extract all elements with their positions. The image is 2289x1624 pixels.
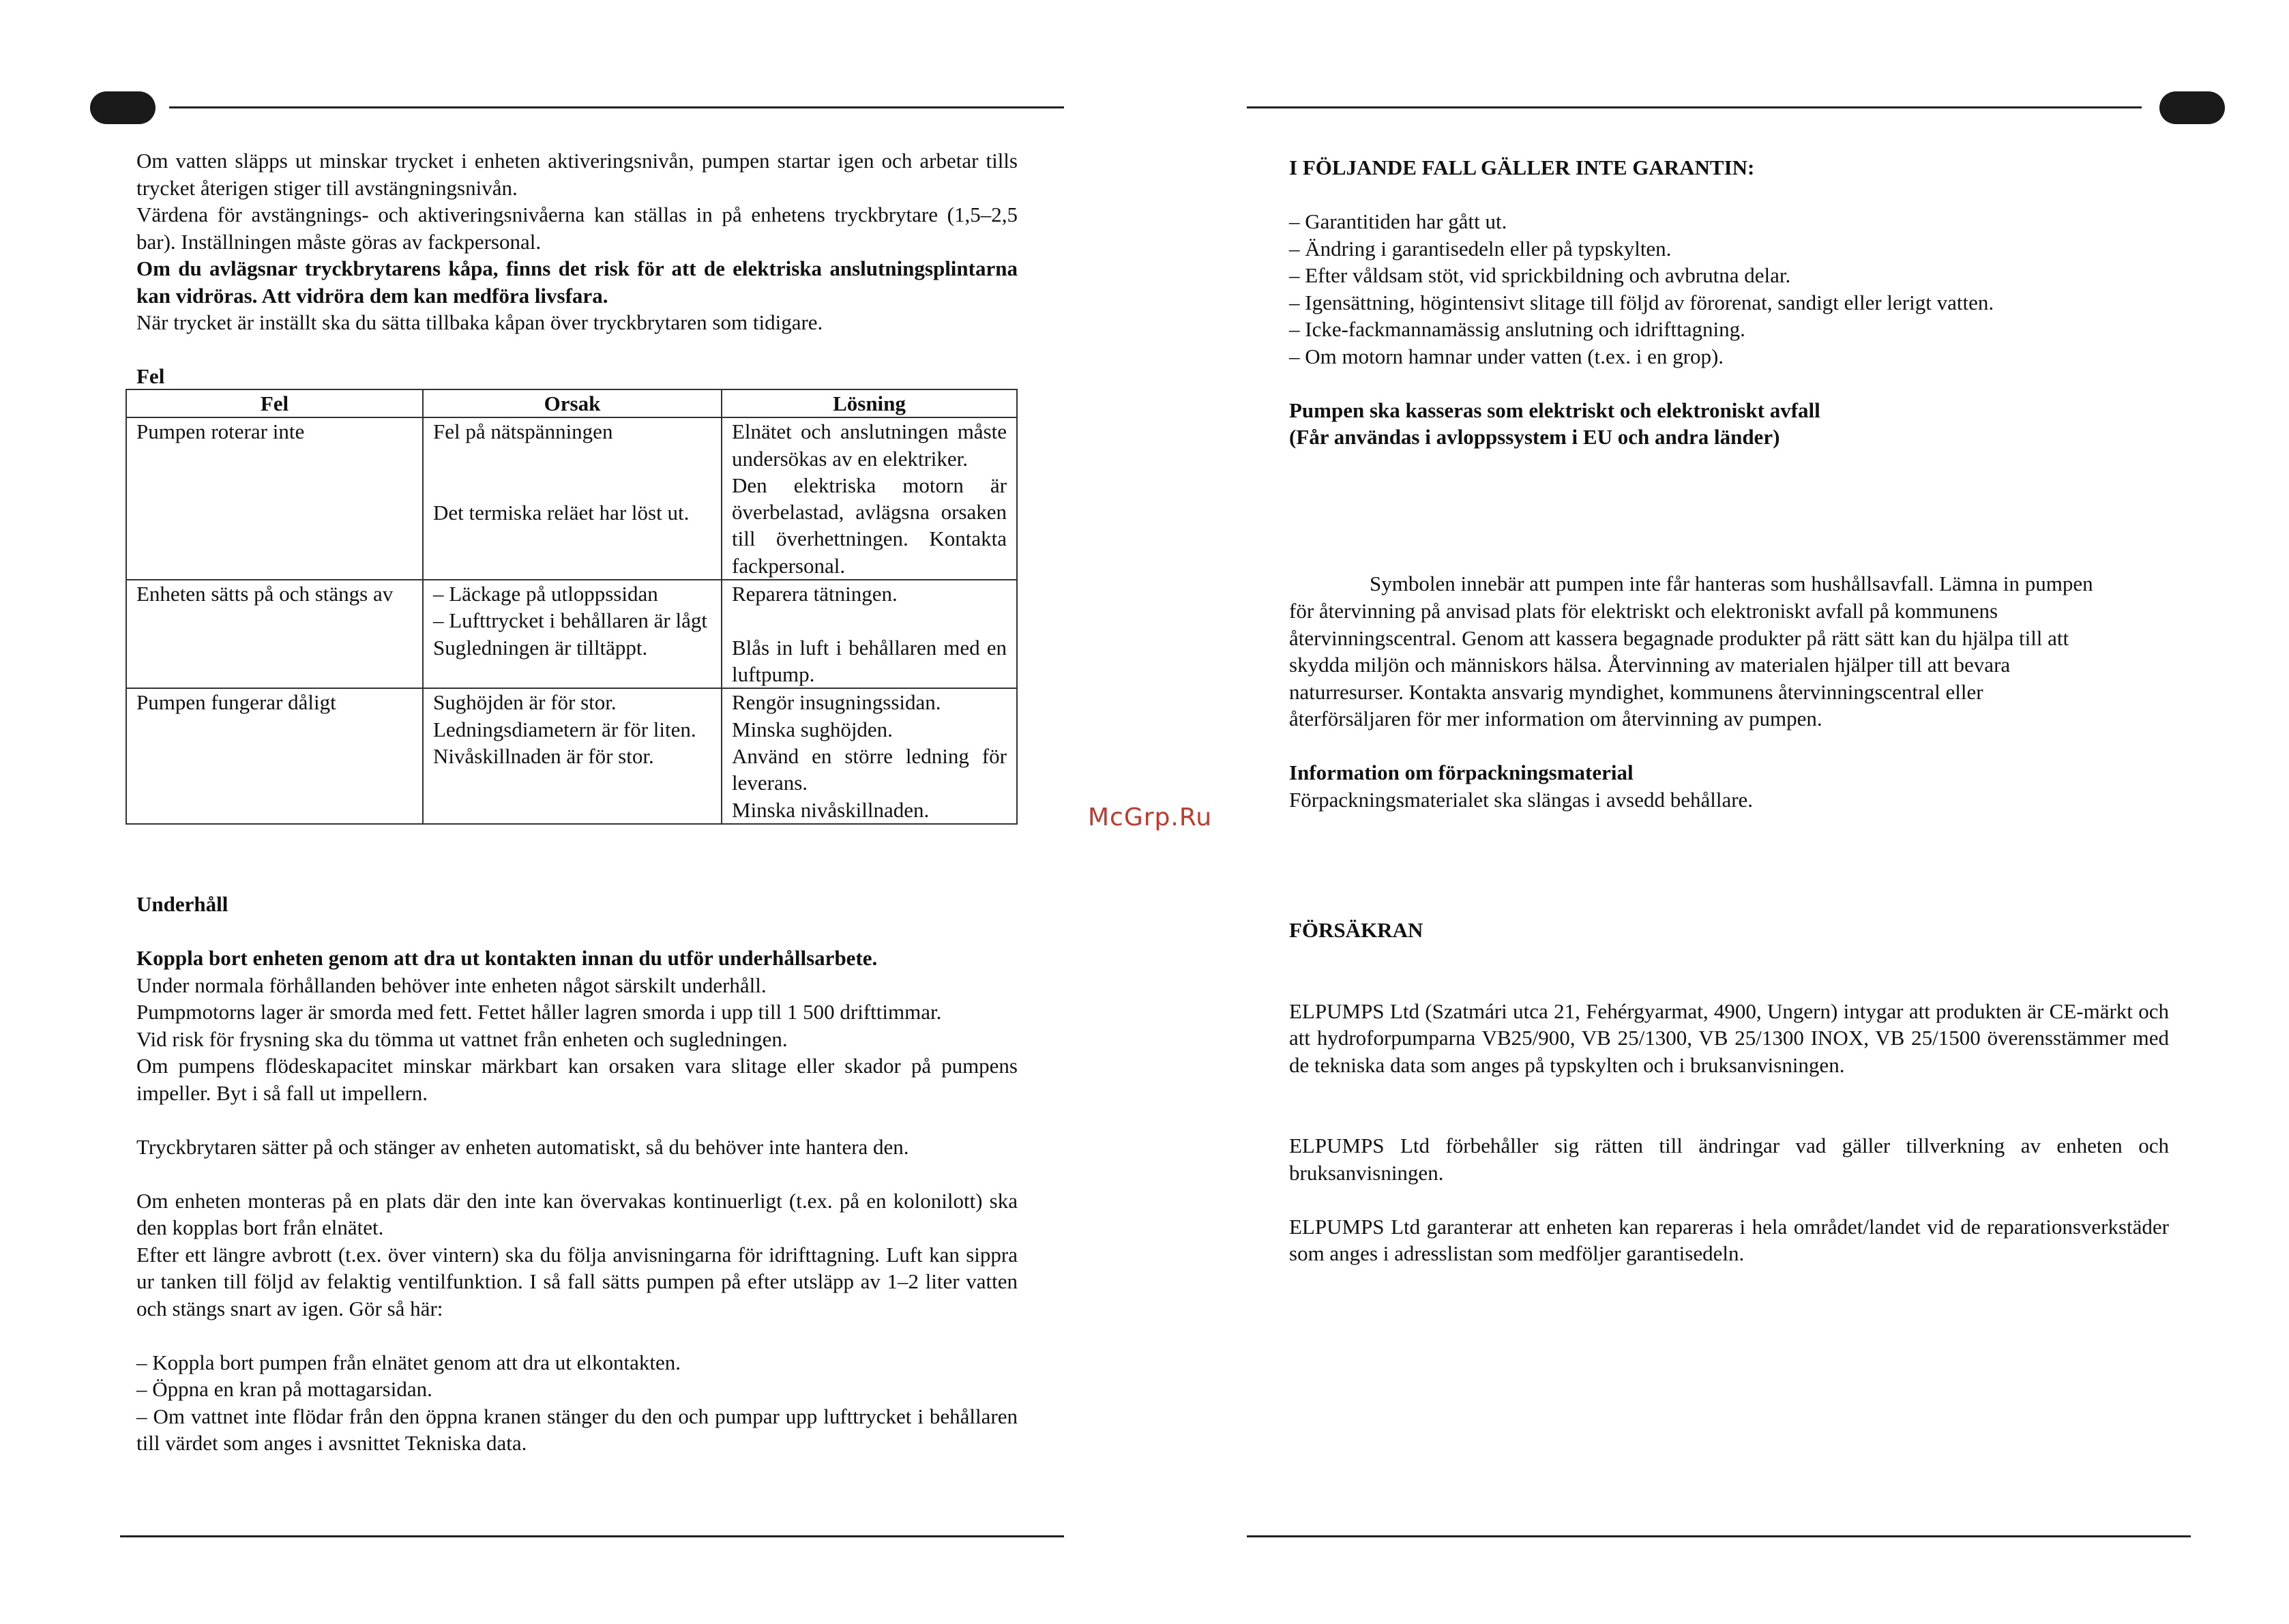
list-item: – Öppna en kran på mottagarsidan. — [136, 1377, 432, 1401]
disposal-section — [1289, 597, 2169, 813]
warranty-heading: I FÖLJANDE FALL GÄLLER INTE GARANTIN: — [1289, 156, 1755, 179]
maintenance-paragraph: Tryckbrytaren sätter på och stänger av enheten automatiskt, så du behöver inte hantera den. — [136, 1134, 909, 1159]
solution-text: Minska sughöjden. — [732, 717, 893, 741]
list-item: – Koppla bort pumpen från elnätet genom att dra ut elkontakten. — [136, 1350, 681, 1374]
symbol-caption — [1370, 570, 2169, 597]
fault-heading: Fel — [136, 364, 165, 388]
fault-text: Pumpen roterar inte — [136, 419, 305, 444]
declaration-paragraph: ELPUMPS Ltd (Szatmári utca 21, Fehérgyarmat, 4900, Ungern) intygar att produkten är CE-märkt och att hydroforpumparna VB25/900, VB 25/1300, VB 25/1300 INOX, VB 25/1500 överensstämmer med de tekniska data som anges på typskylten och i bruksanvisningen. — [1289, 999, 2169, 1077]
cause-cell — [423, 417, 722, 580]
cause-cell — [423, 688, 722, 823]
fault-cell — [126, 688, 423, 823]
maintenance-warning: Koppla bort enheten genom att dra ut kontakten innan du utför underhållsarbete. — [136, 946, 878, 970]
table-row — [126, 580, 1017, 688]
list-item: – Garantitiden har gått ut. — [1289, 209, 1507, 233]
declaration-heading: FÖRSÄKRAN — [1289, 918, 1423, 942]
cause-text: – Lufttrycket i behållaren är lågt — [433, 608, 707, 633]
symbol-text: Symbolen innebär att pumpen inte får hanteras som hushållsavfall. Lämna in pumpen — [1370, 572, 2093, 595]
fault-text: Pumpen fungerar dåligt — [136, 690, 336, 715]
solution-text: Reparera tätningen. — [732, 582, 898, 606]
fault-text: Enheten sätts på och stängs av — [136, 582, 394, 606]
warranty-section — [1289, 154, 2169, 451]
disposal-line: för återvinning på anvisad plats för elektriskt och elektroniskt avfall på kommunens — [1289, 599, 1998, 623]
watermark: McGrp.Ru — [1088, 803, 1213, 831]
fault-cell — [126, 580, 423, 688]
solution-cell — [722, 580, 1017, 688]
solution-text: Rengör insugningssidan. — [732, 690, 941, 715]
table-row — [126, 417, 1017, 580]
intro-section — [136, 147, 1018, 390]
header-losning: Lösning — [722, 389, 1017, 417]
fault-table — [125, 389, 1018, 825]
cause-text: Fel på nätspänningen — [433, 419, 613, 444]
solution-cell — [722, 417, 1017, 580]
maintenance-paragraph: Om enheten monteras på en plats där den inte kan övervakas kontinuerligt (t.ex. på en kolonilott) ska den kopplas bort från elnätet. — [136, 1188, 1018, 1239]
maintenance-paragraph: Om pumpens flödeskapacitet minskar märkbart kan orsaken vara slitage eller skador på pumpens impeller. Byt i så fall ut impellern. — [136, 1054, 1018, 1105]
disposal-line: skydda miljön och människors hälsa. Återvinning av materialen hjälper till att bevara — [1289, 653, 2011, 677]
solution-text: Den elektriska motorn är överbelastad, avlägsna orsaken till överhettningen. Kontakta fackpersonal. — [732, 473, 1007, 578]
list-item: – Igensättning, högintensivt slitage till följd av förorenat, sandigt eller lerigt vatten. — [1289, 290, 1994, 314]
disposal-line: återvinningscentral. Genom att kassera begagnade produkter på rätt sätt kan du hjälpa till att — [1289, 625, 2069, 650]
right-page — [1144, 0, 2289, 1624]
declaration-section — [1289, 917, 2169, 1267]
disposal-line: återförsäljaren för mer information om återvinning av pumpen. — [1289, 707, 1822, 730]
table-row — [126, 688, 1017, 823]
maintenance-paragraph: Under normala förhållanden behöver inte enheten något särskilt underhåll. — [136, 973, 767, 997]
header-orsak: Orsak — [423, 389, 722, 417]
cause-text: Sughöjden är för stor. — [433, 690, 617, 715]
cause-text: Det termiska reläet har löst ut. — [433, 500, 690, 525]
list-item: – Om motorn hamnar under vatten (t.ex. i en grop). — [1289, 344, 1724, 368]
cause-cell — [423, 580, 722, 688]
safety-warning: Om du avlägsnar tryckbrytarens kåpa, finns det risk för att de elektriska anslutningsplintarna kan vidröras. Att vidröra dem kan medföra livsfara. — [136, 256, 1018, 308]
maintenance-paragraph: Pumpmotorns lager är smorda med fett. Fettet håller lagren smorda i upp till 1 500 drifttimmar. — [136, 1000, 942, 1024]
solution-cell — [722, 688, 1017, 823]
list-item: – Efter våldsam stöt, vid sprickbildning och avbrutna delar. — [1289, 263, 1791, 287]
disposal-subheading: (Får användas i avloppssystem i EU och andra länder) — [1289, 425, 1780, 449]
list-item: – Om vattnet inte flödar från den öppna kranen stänger du den och pumpar upp lufttrycket i behållaren till värdet som anges i avsnittet Tekniska data. — [136, 1404, 1018, 1455]
intro-paragraph-4: När trycket är inställt ska du sätta tillbaka kåpan över tryckbrytaren som tidigare. — [136, 310, 823, 334]
packaging-text: Förpackningsmaterialet ska slängas i avsedd behållare. — [1289, 787, 1754, 812]
list-item: – Ändring i garantisedeln eller på typskylten. — [1289, 236, 1672, 261]
maintenance-paragraph: Efter ett längre avbrott (t.ex. över vintern) ska du följa anvisningarna för idrifttagning. Luft kan sippra ur tanken till följd av felaktig ventilfunktion. I så fall sätts pumpen på efter utsläpp av 1–2 liter vatten och stängs snart av igen. Gör så här: — [136, 1242, 1018, 1320]
cause-text: Nivåskillnaden är för stor. — [433, 744, 654, 769]
list-item: – Icke-fackmannamässig anslutning och idrifttagning. — [1289, 317, 1745, 341]
left-page — [0, 0, 1144, 1624]
maintenance-section — [136, 891, 1018, 1457]
disposal-heading: Pumpen ska kasseras som elektriskt och elektroniskt avfall — [1289, 398, 1820, 422]
solution-text: Blås in luft i behållaren med en luftpump. — [732, 635, 1007, 687]
cause-text: Sugledningen är tilltäppt. — [433, 635, 648, 660]
page-marker-right — [2159, 91, 2225, 124]
fault-cell — [126, 417, 423, 580]
page-marker-left — [90, 91, 156, 124]
top-rule-right — [1247, 106, 2142, 108]
bottom-rule-left — [120, 1535, 1064, 1537]
declaration-paragraph: ELPUMPS Ltd förbehåller sig rätten till ändringar vad gäller tillverkning av enheten och bruksanvisningen. — [1289, 1134, 2169, 1185]
header-fel: Fel — [126, 389, 423, 417]
cause-text: Ledningsdiametern är för liten. — [433, 717, 696, 741]
cause-text: – Läckage på utloppssidan — [433, 582, 658, 606]
packaging-heading: Information om förpackningsmaterial — [1289, 761, 1634, 784]
solution-text: Minska nivåskillnaden. — [732, 797, 930, 822]
intro-paragraph-1: Om vatten släpps ut minskar trycket i enheten aktiveringsnivån, pumpen startar igen och arbetar tills trycket återigen stiger till avstängningsnivån. — [136, 149, 1018, 200]
top-rule-left — [169, 106, 1064, 108]
fault-table-header — [126, 389, 1017, 417]
maintenance-heading: Underhåll — [136, 892, 228, 916]
solution-text: Använd en större ledning för leverans. — [732, 744, 1007, 795]
disposal-line: naturresurser. Kontakta ansvarig myndighet, kommunens återvinningscentral eller — [1289, 679, 1983, 704]
solution-text: Elnätet och anslutningen måste undersökas av en elektriker. — [732, 419, 1007, 471]
maintenance-paragraph: Vid risk för frysning ska du tömma ut vattnet från enheten och sugledningen. — [136, 1027, 788, 1051]
bottom-rule-right — [1247, 1535, 2191, 1537]
declaration-paragraph: ELPUMPS Ltd garanterar att enheten kan repareras i hela området/landet vid de reparationsverkstäder som anges i adresslistan som medföljer garantisedeln. — [1289, 1214, 2169, 1265]
intro-paragraph-2: Värdena för avstängnings- och aktiveringsnivåerna kan ställas in på enhetens tryckbrytare (1,5–2,5 bar). Inställningen måste göras av fackpersonal. — [136, 203, 1018, 254]
